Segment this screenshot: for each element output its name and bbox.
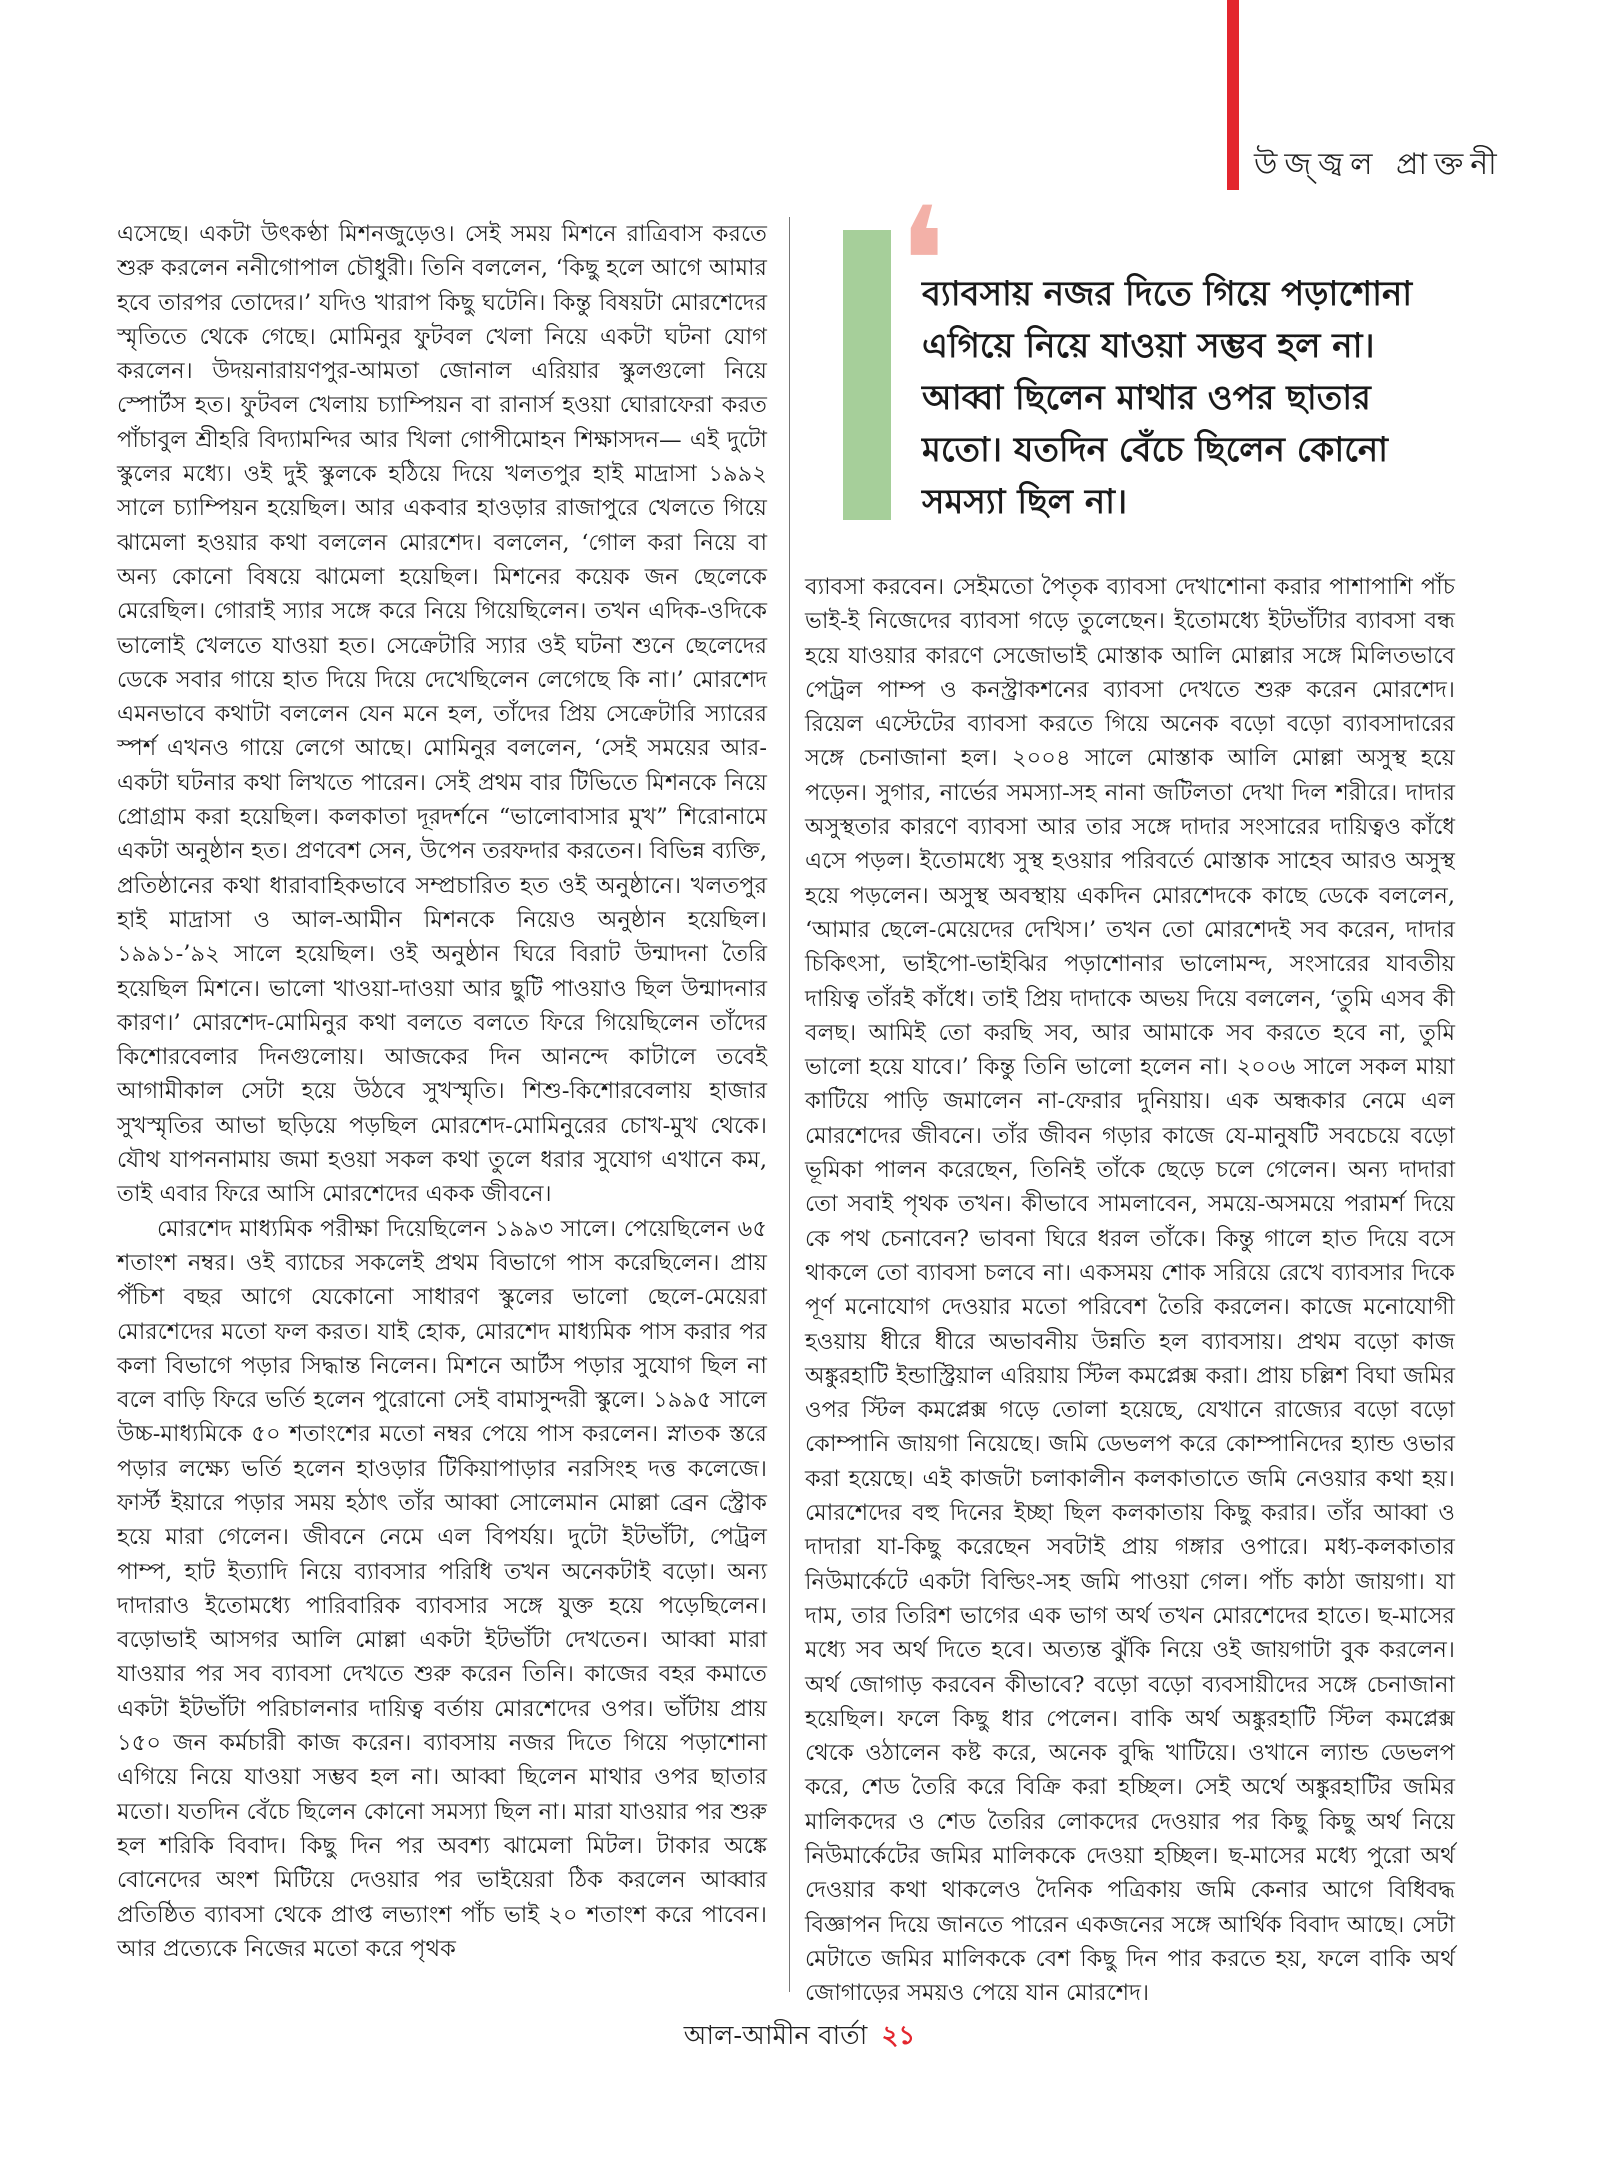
section-title: উজ্জ্বল প্রাক্তনী [1254, 147, 1504, 182]
article-paragraph: ব্যাবসা করবেন। সেইমতো পৈতৃক ব্যাবসা দেখাশোনা করার পাশাপাশি পাঁচ ভাই-ই নিজেদের ব্যাবসা গড়ে তুলেছেন। ইতোমধ্যে ইটভাঁটার ব্যাবসা বন্ধ হয়ে যাওয়ার কারণে সেজোভাই মোস্তাক আলি মোল্লার সঙ্গে মিলিতভাবে পেট্রল পাম্প ও কনস্ট্রাকশনের ব্যাবসা দেখতে শুরু করেন মোরশেদ। রিয়েল এস্টেটের ব্যাবসা করতে গিয়ে অনেক বড়ো বড়ো ব্যাবসাদারের সঙ্গে চেনাজানা হল। ২০০৪ সালে মোস্তাক আলি মোল্লা অসুস্থ হয়ে পড়েন। সুগার, নার্ভের সমস্যা-সহ নানা জটিলতা দেখা দিল শরীরে। দাদার অসুস্থতার কারণে ব্যাবসা আর তার সঙ্গে দাদার সংসারের দায়িত্বও কাঁধে এসে পড়ল। ইতোমধ্যে সুস্থ হওয়ার পরিবর্তে মোস্তাক সাহেব আরও অসুস্থ হয়ে পড়লেন। অসুস্থ অবস্থায় একদিন মোরশেদকে কাছে ডেকে বললেন, ‘আমার ছেলে-মেয়েদের দেখিস।’ তখন তো মোরশেদই সব করেন, দাদার চিকিৎসা, ভাইপো-ভাইঝির পড়াশোনার ভালোমন্দ, সংসারের যাবতীয় দায়িত্ব তাঁরই কাঁধে। তাই প্রিয় দাদাকে অভয় দিয়ে বললেন, ‘তুমি এসব কী বলছ। আমিই তো করছি সব, আর আমাকে সব করতে হবে না, তুমি ভালো হয়ে যাবে।’ কিন্তু তিনি ভালো হলেন না। ২০০৬ সালে সকল মায়া কাটিয়ে পাড়ি জমালেন না-ফেরার দুনিয়ায়। এক অন্ধকার নেমে এল মোরশেদের জীবনে। তাঁর জীবন গড়ার কাজে যে-মানুষটি সবচেয়ে বড়ো ভূমিকা পালন করেছেন, তিনিই তাঁকে ছেড়ে চলে গেলেন। অন্য দাদারা তো সবাই পৃথক তখন। কীভাবে সামলাবেন, সময়ে-অসময়ে পরামর্শ দিয়ে কে পথ চেনাবেন? ভাবনা ঘিরে ধরল তাঁকে। কিন্তু গালে হাত দিয়ে বসে থাকলে তো ব্যাবসা চলবে না। একসময় শোক সরিয়ে রেখে ব্যাবসার দিকে পূর্ণ মনোযোগ দেওয়ার মতো পরিবেশ তৈরি করলেন। কাজে মনোযোগী হওয়ায় ধীরে ধীরে অভাবনীয় উন্নতি হল ব্যাবসায়। প্রথম বড়ো কাজ অঙ্কুরহাটি ইন্ডাস্ট্রিয়াল এরিয়ায় স্টিল কমপ্লেক্স করা। প্রায় চল্লিশ বিঘা জমির ওপর স্টিল কমপ্লেক্স গড়ে তোলা হয়েছে, যেখানে রাজ্যের বড়ো বড়ো কোম্পানি জায়গা নিয়েছে। জমি ডেভলপ করে কোম্পানিদের হ্যান্ড ওভার করা হয়েছে। এই কাজটা চলাকালীন কলকাতাতে জমি নেওয়ার কথা হয়। মোরশেদের বহু দিনের ইচ্ছা ছিল কলকাতায় কিছু করার। তাঁর আব্বা ও দাদারা যা-কিছু করেছেন সবটাই প্রায় গঙ্গার ওপারে। মধ্য-কলকাতার নিউমার্কেটে একটা বিল্ডিং-সহ জমি পাওয়া গেল। পাঁচ কাঠা জায়গা। যা দাম, তার তিরিশ ভাগের এক ভাগ অর্থ তখন মোরশেদের হাতে। ছ-মাসের মধ্যে সব অর্থ দিতে হবে। অত্যন্ত ঝুঁকি নিয়ে ওই জায়গাটা বুক করলেন। অর্থ জোগাড় করবেন কীভাবে? বড়ো বড়ো ব্যবসায়ীদের সঙ্গে চেনাজানা হয়েছিল। ফলে কিছু ধার পেলেন। বাকি অর্থ অঙ্কুরহাটি স্টিল কমপ্লেক্স থেকে ওঠালেন কষ্ট করে, অনেক বুদ্ধি খাটিয়ে। ওখানে ল্যান্ড ডেভলপ করে, শেড তৈরি করে বিক্রি করা হচ্ছিল। সেই অর্থে অঙ্কুরহাটির জমির মালিকদের ও শেড তৈরির লোকদের দেওয়ার পর কিছু কিছু অর্থ নিয়ে নিউমার্কেটের জমির মালিককে দেওয়া হচ্ছিল। ছ-মাসের মধ্যে পুরো অর্থ দেওয়ার কথা থাকলেও দৈনিক পত্রিকায় জমি কেনার আগে বিধিবদ্ধ বিজ্ঞাপন দিয়ে জানতে পারেন একজনের সঙ্গে আর্থিক বিবাদ আছে। সেটা মেটাতে জমির মালিককে বেশ কিছু দিন পার করতে হয়, ফলে বাকি অর্থ জোগাড়ের সময়ও পেয়ে যান মোরশেদ। [805, 574, 1455, 2007]
pullquote: ব্যাবসায় নজর দিতে গিয়ে পড়াশোনা এগিয়ে নিয়ে যাওয়া সম্ভব হল না। আব্বা ছিলেন মাথার ওপর ছাতার মতো। যতদিন বেঁচে ছিলেন কোনো সমস্যা ছিল না। [922, 274, 1413, 522]
article-paragraph: মোরশেদ মাধ্যমিক পরীক্ষা দিয়েছিলেন ১৯৯৩ সালে। পেয়েছিলেন ৬৫ শতাংশ নম্বর। ওই ব্যাচের সকলেই প্রথম বিভাগে পাস করেছিলেন। প্রায় পঁচিশ বছর আগে যেকোনো সাধারণ স্কুলের ভালো ছেলে-মেয়েরা মোরশেদের মতো ফল করত। যাই হোক, মোরশেদ মাধ্যমিক পাস করার পর কলা বিভাগে পড়ার সিদ্ধান্ত নিলেন। মিশনে আর্টস পড়ার সুযোগ ছিল না বলে বাড়ি ফিরে ভর্তি হলেন পুরোনো সেই বামাসুন্দরী স্কুলে। ১৯৯৫ সালে উচ্চ-মাধ্যমিকে ৫০ শতাংশের মতো নম্বর পেয়ে পাস করলেন। স্নাতক স্তরে পড়ার লক্ষ্যে ভর্তি হলেন হাওড়ার টিকিয়াপাড়ার নরসিংহ দত্ত কলেজে। ফার্স্ট ইয়ারে পড়ার সময় হঠাৎ তাঁর আব্বা সোলেমান মোল্লা ব্রেন স্ট্রোক হয়ে মারা গেলেন। জীবনে নেমে এল বিপর্যয়। দুটো ইটভাঁটা, পেট্রল পাম্প, হাট ইত্যাদি নিয়ে ব্যাবসার পরিধি তখন অনেকটাই বড়ো। অন্য দাদারাও ইতোমধ্যে পারিবারিক ব্যাবসার সঙ্গে যুক্ত হয়ে পড়েছিলেন। বড়োভাই আসগর আলি মোল্লা একটা ইটভাঁটা দেখতেন। আব্বা মারা যাওয়ার পর সব ব্যাবসা দেখতে শুরু করেন তিনি। কাজের বহর কমাতে একটা ইটভাঁটা পরিচালনার দায়িত্ব বর্তায় মোরশেদের ওপর। ভাঁটায় প্রায় ১৫০ জন কর্মচারী কাজ করেন। ব্যাবসায় নজর দিতে গিয়ে পড়াশোনা এগিয়ে নিয়ে যাওয়া সম্ভব হল না। আব্বা ছিলেন মাথার ওপর ছাতার মতো। যতদিন বেঁচে ছিলেন কোনো সমস্যা ছিল না। মারা যাওয়ার পর শুরু হল শরিকি বিবাদ। কিছু দিন পর অবশ্য ঝামেলা মিটল। টাকার অঙ্কে বোনেদের অংশ মিটিয়ে দেওয়ার পর ভাইয়েরা ঠিক করলেন আব্বার প্রতিষ্ঠিত ব্যাবসা থেকে প্রাপ্ত লভ্যাংশ পাঁচ ভাই ২০ শতাংশ করে পাবেন। আর প্রত্যেকে নিজের মতো করে পৃথক [117, 1215, 767, 1962]
page-footer [0, 2015, 1599, 2059]
column-divider [789, 217, 790, 1992]
pullquote-accent-bar [843, 230, 891, 520]
quote-mark-icon: ❛ [898, 176, 947, 350]
article-paragraph: এসেছে। একটা উৎকণ্ঠা মিশনজুড়েও। সেই সময় মিশনে রাত্রিবাস করতে শুরু করলেন ননীগোপাল চৌধুরী। তিনি বললেন, ‘কিছু হলে আগে আমার হবে তারপর তোদের।’ যদিও খারাপ কিছু ঘটেনি। কিন্তু বিষয়টা মোরশেদের স্মৃতিতে থেকে গেছে। মোমিনুর ফুটবল খেলা নিয়ে একটা ঘটনা যোগ করলেন। উদয়নারায়ণপুর-আমতা জোনাল এরিয়ার স্কুলগুলো নিয়ে স্পোর্টস হত। ফুটবল খেলায় চ্যাম্পিয়ন বা রানার্স হওয়া ঘোরাফেরা করত পাঁচাবুল শ্রীহরি বিদ্যামন্দির আর খিলা গোপীমোহন শিক্ষাসদন— এই দুটো স্কুলের মধ্যে। ওই দুই স্কুলকে হঠিয়ে দিয়ে খলতপুর হাই মাদ্রাসা ১৯৯২ সালে চ্যাম্পিয়ন হয়েছিল। আর একবার হাওড়ার রাজাপুরে খেলতে গিয়ে ঝামেলা হওয়ার কথা বললেন মোরশেদ। বললেন, ‘গোল করা নিয়ে বা অন্য কোনো বিষয়ে ঝামেলা হয়েছিল। মিশনের কয়েক জন ছেলেকে মেরেছিল। গোরাই স্যার সঙ্গে করে নিয়ে গিয়েছিলেন। তখন এদিক-ওদিকে ভালোই খেলতে যাওয়া হত। সেক্রেটারি স্যার ওই ঘটনা শুনে ছেলেদের ডেকে সবার গায়ে হাত দিয়ে দিয়ে দেখেছিলেন লেগেছে কি না।’ মোরশেদ এমনভাবে কথাটা বললেন যেন মনে হল, তাঁদের প্রিয় সেক্রেটারি স্যারের স্পর্শ এখনও গায়ে লেগে আছে। মোমিনুর বললেন, ‘সেই সময়ের আর-একটা ঘটনার কথা লিখতে পারেন। সেই প্রথম বার টিভিতে মিশনকে নিয়ে প্রোগ্রাম করা হয়েছিল। কলকাতা দূরদর্শনে “ভালোবাসার মুখ” শিরোনামে একটা অনুষ্ঠান হত। প্রণবেশ সেন, উপেন তরফদার করতেন। বিভিন্ন ব্যক্তি, প্রতিষ্ঠানের কথা ধারাবাহিকভাবে সম্প্রচারিত হত ওই অনুষ্ঠানে। খলতপুর হাই মাদ্রাসা ও আল-আমীন মিশনকে নিয়েও অনুষ্ঠান হয়েছিল। ১৯৯১-’৯২ সালে হয়েছিল। ওই অনুষ্ঠান ঘিরে বিরাট উন্মাদনা তৈরি হয়েছিল মিশনে। ভালো খাওয়া-দাওয়া আর ছুটি পাওয়াও ছিল উন্মাদনার কারণ।’ মোরশেদ-মোমিনুর কথা বলতে বলতে ফিরে গিয়েছিলেন তাঁদের কিশোরবেলার দিনগুলোয়। আজকের দিন আনন্দে কাটালে তবেই আগামীকাল সেটা হয়ে উঠবে সুখস্মৃতি। শিশু-কিশোরবেলায় হাজার সুখস্মৃতির আভা ছড়িয়ে পড়ছিল মোরশেদ-মোমিনুরের চোখ-মুখ থেকে। যৌথ যাপননামায় জমা হওয়া সকল কথা তুলে ধরার সুযোগ এখানে কম, তাই এবার ফিরে আসি মোরশেদের একক জীবনে। [117, 221, 767, 1208]
publication-name: আল-আমীন বার্তা [683, 2021, 868, 2051]
section-accent-rule [1227, 0, 1239, 190]
article-column-right [805, 570, 1455, 2007]
article-column-left [117, 217, 767, 1992]
page-number: ২১ [881, 2021, 916, 2051]
